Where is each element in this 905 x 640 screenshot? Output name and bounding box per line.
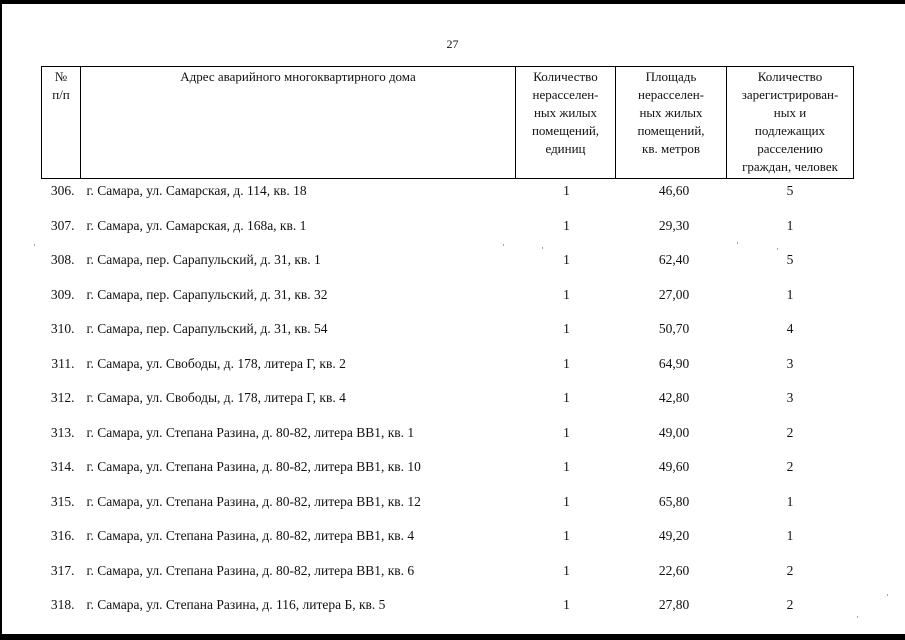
- row-number: 318.: [50, 597, 75, 612]
- row-citizens: 1: [786, 493, 794, 509]
- row-citizens: 2: [786, 459, 794, 474]
- row-citizens: 2: [786, 597, 794, 612]
- row-number: 314.: [50, 459, 75, 474]
- row-address: г. Самара, ул. Самарская, д. 114, кв. 18: [86, 183, 307, 198]
- scan-speck: ·: [856, 612, 859, 622]
- row-area: 65,80: [658, 493, 690, 509]
- table-row: [42, 214, 854, 249]
- row-area: 62,40: [658, 252, 690, 267]
- table-row: [42, 352, 854, 387]
- row-area: 22,60: [658, 562, 690, 578]
- row-address: г. Самара, ул. Степана Разина, д. 80-82, литера ВВ1, кв. 10: [86, 459, 421, 474]
- row-citizens: 5: [786, 183, 794, 198]
- row-number: 313.: [50, 424, 75, 440]
- table-row: [42, 593, 854, 628]
- row-unit-count: 1: [563, 528, 570, 543]
- header-unit-count: Количество нерасселен- ных жилых помещений, единиц: [516, 67, 616, 179]
- scan-speck: ·: [886, 590, 889, 600]
- table-row: [42, 559, 854, 594]
- emergency-housing-table: [41, 66, 854, 628]
- row-number: 309.: [50, 286, 75, 302]
- row-area: 50,70: [658, 321, 690, 336]
- table-body: [42, 179, 854, 628]
- scan-speck: ·: [33, 240, 36, 250]
- row-address: г. Самара, ул. Самарская, д. 168а, кв. 1: [86, 217, 307, 233]
- row-number: 306.: [50, 183, 75, 198]
- row-unit-count: 1: [563, 286, 570, 302]
- header-citizens: Количество зарегистрирован- ных и подлежащих расселению граждан, человек: [727, 67, 854, 179]
- row-number: 312.: [50, 390, 75, 405]
- row-unit-count: 1: [563, 493, 570, 509]
- row-unit-count: 1: [563, 597, 570, 612]
- row-unit-count: 1: [563, 252, 570, 267]
- table-row: [42, 421, 854, 456]
- row-citizens: 3: [786, 390, 794, 405]
- row-number: 316.: [50, 528, 75, 543]
- row-citizens: 1: [786, 286, 794, 302]
- row-address: г. Самара, ул. Свободы, д. 178, литера Г, кв. 4: [86, 390, 346, 405]
- row-address: г. Самара, пер. Сарапульский, д. 31, кв. 54: [86, 321, 328, 336]
- row-area: 29,30: [658, 217, 690, 233]
- row-address: г. Самара, ул. Степана Разина, д. 80-82, литера ВВ1, кв. 12: [86, 493, 421, 509]
- scan-speck: ·: [502, 240, 505, 250]
- row-unit-count: 1: [563, 321, 570, 336]
- row-unit-count: 1: [563, 217, 570, 233]
- row-area: 42,80: [658, 390, 690, 405]
- header-area: Площадь нерасселен- ных жилых помещений, кв. метров: [616, 67, 727, 179]
- row-number: 317.: [50, 562, 75, 578]
- row-citizens: 1: [786, 528, 794, 543]
- table-row: [42, 386, 854, 421]
- table-row: [42, 490, 854, 525]
- scan-speck: ·: [776, 244, 779, 254]
- row-number: 307.: [50, 217, 75, 233]
- row-citizens: 4: [786, 321, 794, 336]
- row-address: г. Самара, ул. Степана Разина, д. 80-82, литера ВВ1, кв. 6: [86, 562, 415, 578]
- table-row: [42, 317, 854, 352]
- row-unit-count: 1: [563, 355, 570, 371]
- row-area: 49,60: [658, 459, 690, 474]
- table-row: [42, 179, 854, 214]
- row-unit-count: 1: [563, 459, 570, 474]
- table-row: [42, 248, 854, 283]
- row-number: 310.: [50, 321, 75, 336]
- row-unit-count: 1: [563, 183, 570, 198]
- row-address: г. Самара, ул. Степана Разина, д. 80-82, литера ВВ1, кв. 1: [86, 424, 415, 440]
- row-address: г. Самара, ул. Степана Разина, д. 116, литера Б, кв. 5: [86, 597, 386, 612]
- table-row: [42, 455, 854, 490]
- scan-border-bottom: [0, 634, 905, 640]
- page-number: 27: [446, 37, 459, 51]
- row-number: 315.: [50, 493, 75, 509]
- scan-border-left: [0, 0, 2, 640]
- row-address: г. Самара, ул. Степана Разина, д. 80-82, литера ВВ1, кв. 4: [86, 528, 415, 543]
- row-number: 308.: [50, 252, 75, 267]
- row-area: 49,20: [658, 528, 690, 543]
- row-citizens: 3: [786, 355, 794, 371]
- housing-table-container: [41, 66, 853, 628]
- row-unit-count: 1: [563, 424, 570, 440]
- scan-speck: ·: [736, 238, 739, 248]
- row-number: 311.: [51, 355, 75, 371]
- row-unit-count: 1: [563, 562, 570, 578]
- row-address: г. Самара, пер. Сарапульский, д. 31, кв. 32: [86, 286, 328, 302]
- table-row: [42, 283, 854, 318]
- row-area: 46,60: [658, 183, 690, 198]
- row-area: 27,00: [658, 286, 690, 302]
- row-area: 64,90: [658, 355, 690, 371]
- row-area: 49,00: [658, 424, 690, 440]
- header-number: № п/п: [42, 67, 81, 179]
- table-header: [42, 67, 854, 179]
- row-area: 27,80: [658, 597, 690, 612]
- scan-speck: ·: [541, 243, 544, 253]
- scan-border-top: [0, 0, 905, 4]
- row-address: г. Самара, пер. Сарапульский, д. 31, кв. 1: [86, 252, 321, 267]
- row-citizens: 1: [786, 217, 794, 233]
- header-row: [42, 67, 854, 179]
- row-citizens: 2: [786, 562, 794, 578]
- row-address: г. Самара, ул. Свободы, д. 178, литера Г, кв. 2: [86, 355, 346, 371]
- row-citizens: 5: [786, 252, 794, 267]
- header-address: Адрес аварийного многоквартирного дома: [81, 67, 516, 179]
- row-unit-count: 1: [563, 390, 570, 405]
- row-citizens: 2: [786, 424, 794, 440]
- table-row: [42, 524, 854, 559]
